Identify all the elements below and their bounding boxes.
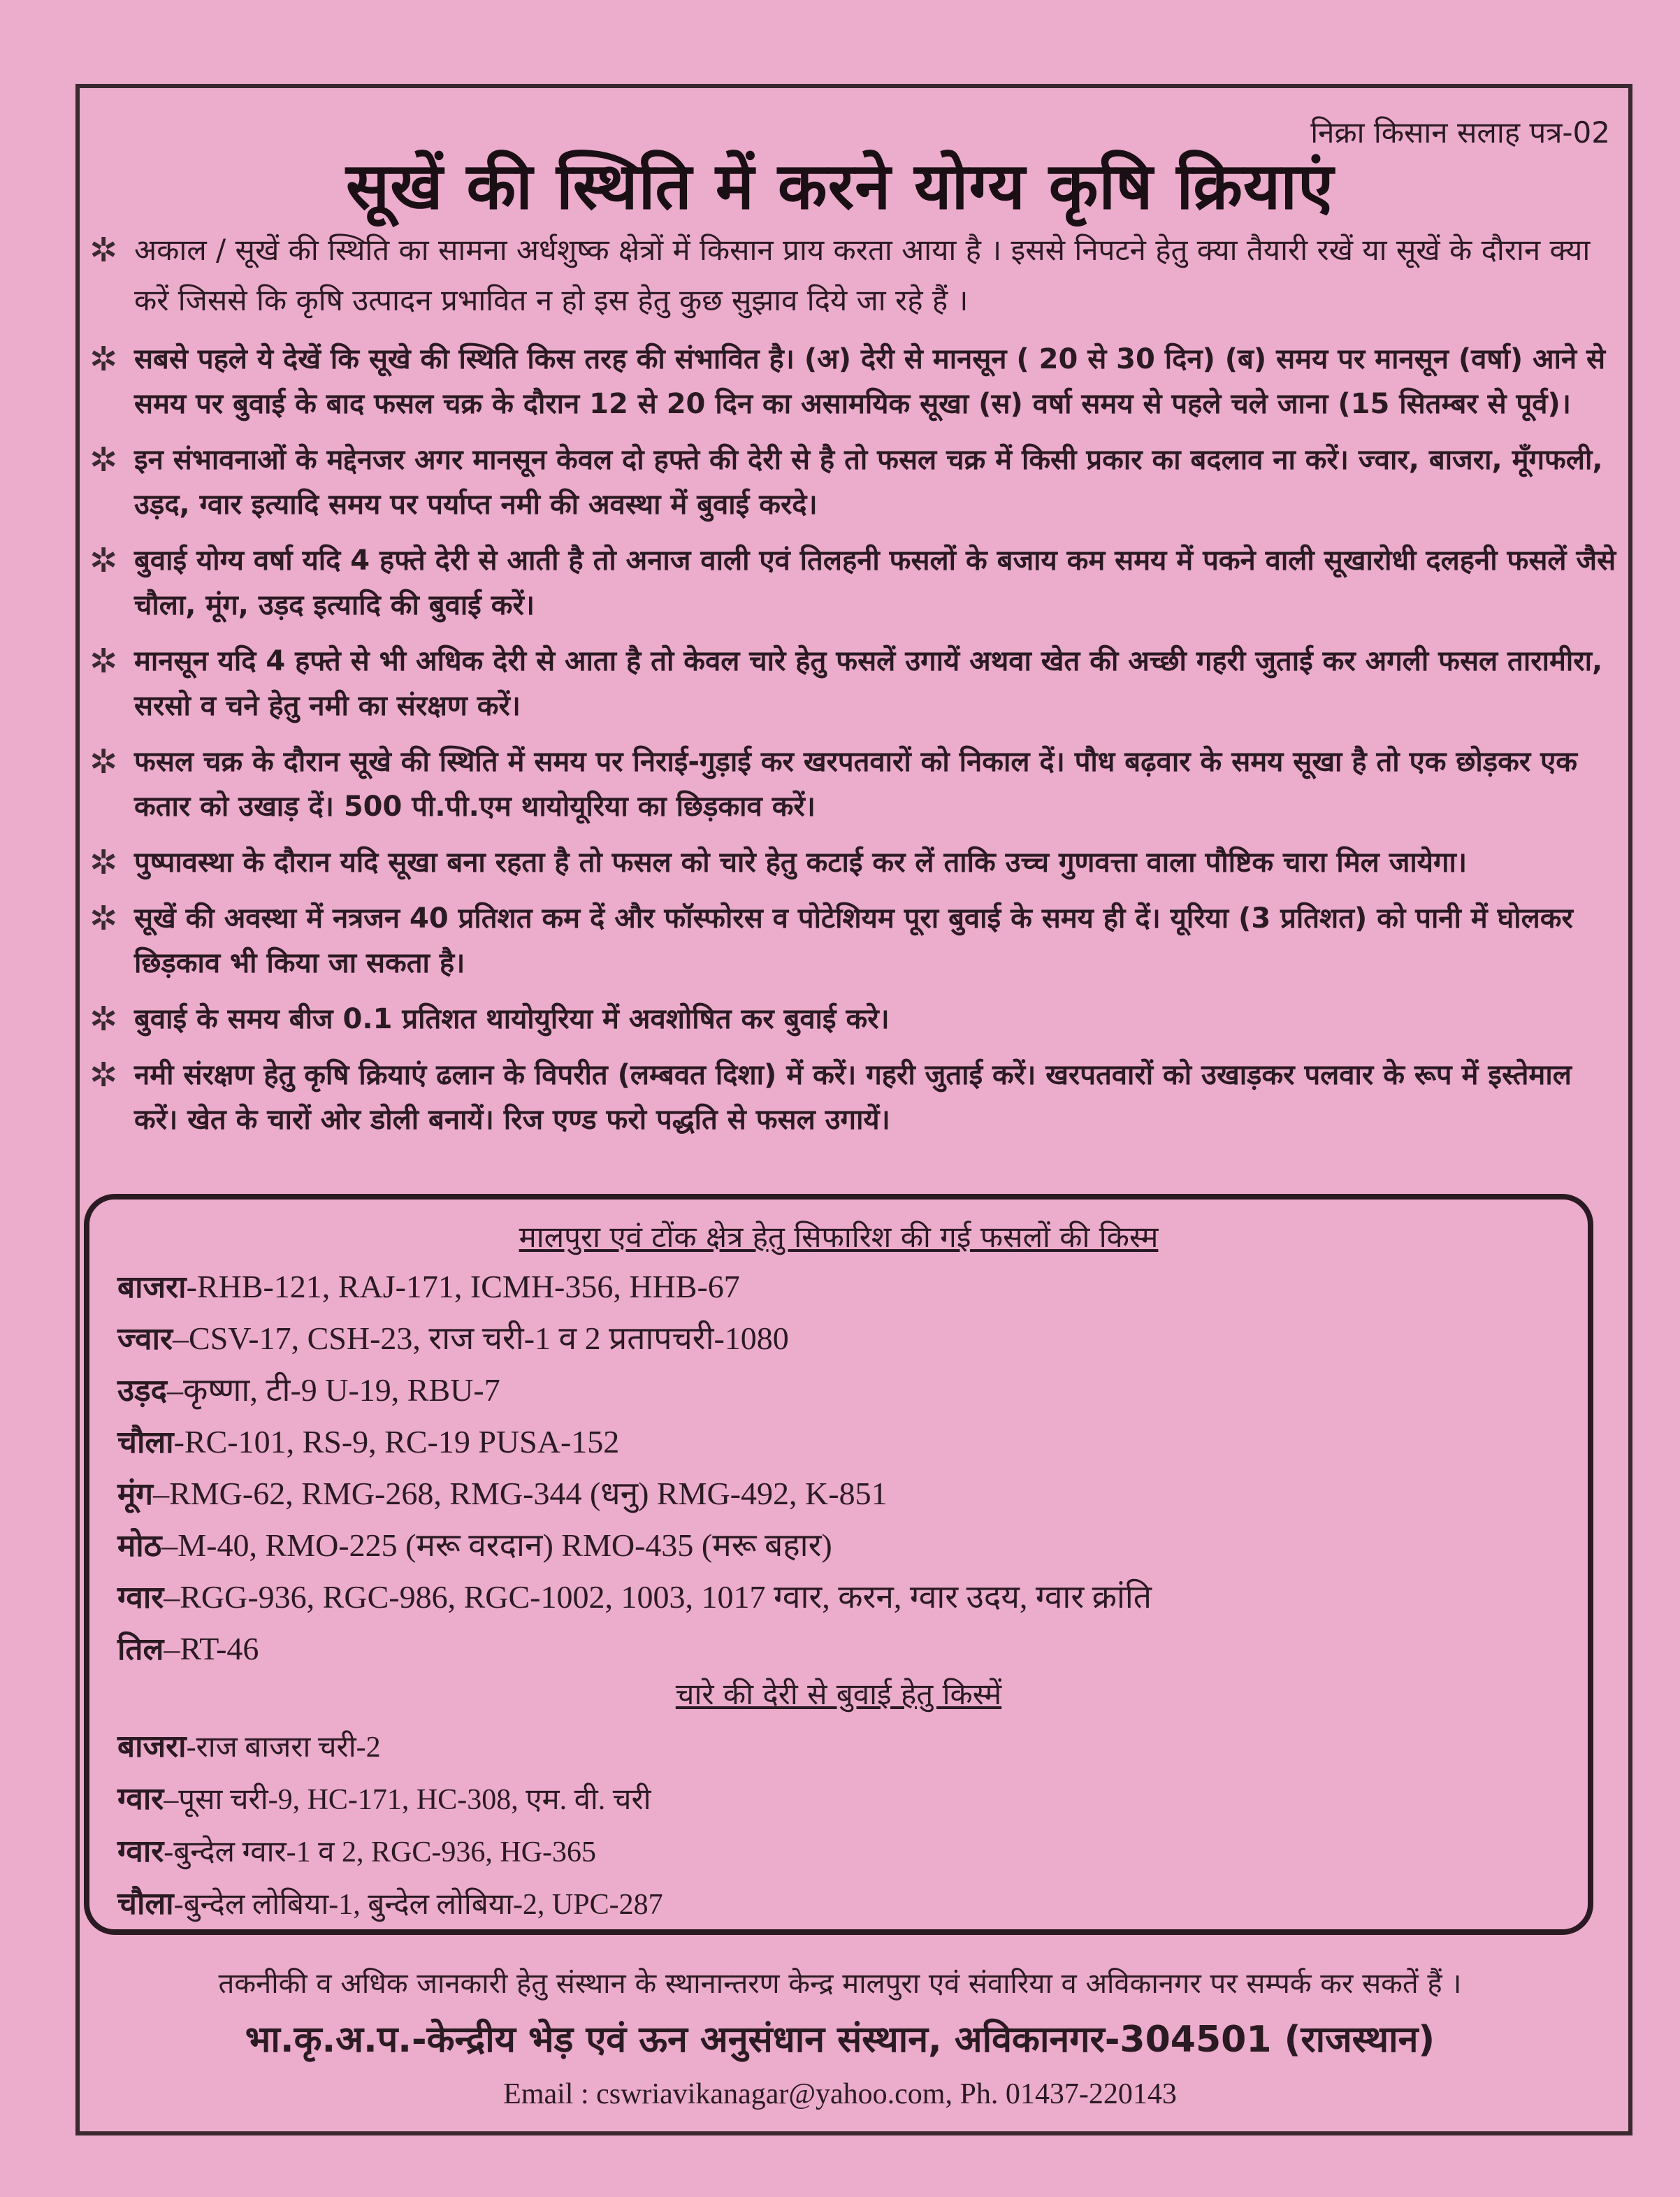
fodder-row [117,1826,663,1878]
advisory-text: इन संभावनाओं के मद्देनजर अगर मानसून केवल दो हफ्ते की देरी से है तो फसल चक्र में किसी प्रकार का बदलाव ना करें। ज्वार, बाजरा, मूँगफली, उड़द, ग्वार इत्यादि समय पर पर्याप्त नमी की अवस्था में बुवाई करदे। [134,444,1603,521]
crop-name: मूंग [117,1476,154,1512]
footer-info: तकनीकी व अधिक जानकारी हेतु संस्थान के स्थानान्तरण केन्द्र मालपुरा एवं संवारिया व अविकानगर पर सम्पर्क कर सकतें हैं । [218,1968,1462,2000]
variety-names: RHB-121, RAJ-171, ICMH-356, HHB-67 [196,1269,740,1304]
separator: – [167,1372,184,1408]
separator: - [173,1424,184,1460]
crop-name: मोठ [117,1528,162,1564]
separator: – [164,1784,179,1816]
variety-names: बुन्देल ग्वार-1 व 2, RGC-936, HG-365 [173,1836,597,1868]
advisory-list [84,225,1621,1153]
asterisk-bullet-icon: ✲ [89,340,118,379]
crop-name: बाजरा [117,1729,187,1764]
variety-names: पूसा चरी-9, HC-171, HC-308, एम. वी. चरी [178,1784,651,1816]
separator: – [173,1320,189,1356]
advisory-item [84,740,1621,829]
advisory-item [84,639,1621,728]
advisory-text: बुवाई योग्य वर्षा यदि 4 हफ्ते देरी से आती है तो अनाज वाली एवं तिलहनी फसलों के बजाय कम समय में पकने वाली सूखारोधी दलहनी फसलें जैसे चौला, मूंग, उड़द इत्यादि की बुवाई करें। [134,545,1616,621]
varieties-box [84,1194,1593,1935]
separator: – [164,1631,180,1666]
advisory-item [84,438,1621,527]
advisory-text: फसल चक्र के दौरान सूखे की स्थिति में समय पर निराई-गुड़ाई कर खरपतवारों को निकाल दें। पौध बढ़वार के समय सूखा है तो एक छोड़कर एक कतार को उखाड़ दें। 500 पी.पी.एम थायोयूरिया का छिड़काव करें। [134,746,1577,823]
variety-names: कृष्णा, टी-9 U-19, RBU-7 [183,1372,500,1408]
variety-row [117,1313,1152,1364]
advisory-text: नमी संरक्षण हेतु कृषि क्रियाएं ढलान के विपरीत (लम्बवत दिशा) में करें। गहरी जुताई करें। खरपतवारों को उखाड़कर पलवार के रूप में इस्तेमाल करें। खेत के चारों ओर डोली बनायें। रिज एण्ड फरो पद्धति से फसल उगायें। [134,1059,1572,1136]
variety-names: RGG-936, RGC-986, RGC-1002, 1003, 1017 ग्वार, करन, ग्वार उदय, ग्वार क्रांति [180,1579,1152,1615]
variety-row [117,1520,1152,1571]
asterisk-bullet-icon: ✲ [89,1000,118,1039]
separator: - [164,1836,174,1868]
crop-name: ज्वार [117,1321,173,1357]
separator: – [164,1579,180,1615]
crop-name: बाजरा [117,1269,187,1305]
separator: – [153,1476,170,1511]
advisory-item [84,225,1621,326]
advisory-text: अकाल / सूखें की स्थिति का सामना अर्धशुष्क क्षेत्रों में किसान प्राय करता आया है । इससे निपटने हेतु क्या तैयारी रखें या सूखें के दौरान क्या करें जिससे कि कृषि उत्पादन प्रभावित न हो इस हेतु कुछ सुझाव दिये जा रहे हैं । [134,233,1591,317]
variety-row [117,1364,1152,1416]
separator: - [186,1731,196,1764]
variety-names: CSV-17, CSH-23, राज चरी-1 व 2 प्रतापचरी-1080 [189,1320,789,1356]
separator: - [186,1269,197,1304]
varieties-heading: मालपुरा एवं टोंक क्षेत्र हेतु सिफारिश की गई फसलों की किस्म [519,1220,1159,1254]
advisory-item [84,840,1621,885]
fodder-row [117,1878,663,1931]
variety-list [117,1261,1152,1675]
crop-name: ग्वार [117,1580,164,1615]
advisory-item [84,337,1621,426]
variety-names: बुन्देल लोबिया-1, बुन्देल लोबिया-2, UPC-287 [183,1889,663,1921]
advisory-text: मानसून यदि 4 हफ्ते से भी अधिक देरी से आता है तो केवल चारे हेतु फसलें उगायें अथवा खेत की अच्छी गहरी जुताई कर अगली फसल तारामीरा, सरसो व चने हेतु नमी का संरक्षण करें। [134,645,1603,722]
variety-names: M-40, RMO-225 (मरू वरदान) RMO-435 (मरू बहार) [178,1527,832,1563]
fodder-row [117,1721,663,1773]
advisory-item [84,1053,1621,1142]
crop-name: चौला [117,1425,174,1460]
page-title: सूखें की स्थिति में करने योग्य कृषि क्रियाएं [346,149,1334,224]
asterisk-bullet-icon: ✲ [89,843,118,882]
advisory-text: बुवाई के समय बीज 0.1 प्रतिशत थायोयुरिया में अवशोषित कर बुवाई करे। [134,1003,890,1035]
advisory-text: सूखें की अवस्था में नत्रजन 40 प्रतिशत कम दें और फॉस्फोरस व पोटेशियम पूरा बुवाई के समय ही दें। यूरिया (3 प्रतिशत) को पानी में घोलकर छिड़काव भी किया जा सकता है। [134,902,1573,979]
asterisk-bullet-icon: ✲ [89,1056,118,1095]
advisory-item [84,538,1621,628]
variety-row [117,1261,1152,1313]
variety-row [117,1571,1152,1623]
document-number: निक्रा किसान सलाह पत्र-02 [1310,115,1610,150]
variety-names: RMG-62, RMG-268, RMG-344 (धनु) RMG-492, K-851 [169,1476,888,1511]
separator: – [161,1527,178,1563]
advisory-text: सबसे पहले ये देखें कि सूखे की स्थिति किस तरह की संभावित है। (अ) देरी से मानसून ( 20 से 30 दिन) (ब) समय पर मानसून (वर्षा) आने से समय पर बुवाई के बाद फसल चक्र के दौरान 12 से 20 दिन का असामयिक सूखा (स) वर्षा समय से पहले चले जाना (15 सितम्बर से पूर्व)। [134,343,1606,420]
crop-name: तिल [117,1631,164,1667]
variety-row [117,1416,1152,1468]
fodder-variety-list [117,1721,663,1931]
variety-names: RT-46 [180,1631,259,1666]
advisory-item [84,997,1621,1042]
fodder-heading: चारे की देरी से बुवाई हेतु किस्में [675,1677,1002,1711]
crop-name: ग्वार [117,1781,164,1817]
variety-names: RC-101, RS-9, RC-19 PUSA-152 [184,1424,620,1460]
asterisk-bullet-icon: ✲ [89,440,118,480]
asterisk-bullet-icon: ✲ [89,231,118,270]
variety-row [117,1623,1152,1675]
institute-name: भा.कृ.अ.प.-केन्द्रीय भेड़ एवं ऊन अनुसंधान संस्थान, अविकानगर-304501 (राजस्थान) [245,2019,1435,2061]
crop-name: ग्वार [117,1834,164,1869]
variety-row [117,1468,1152,1520]
crop-name: उड़द [117,1373,168,1409]
contact-line: Email : cswriavikanagar@yahoo.com, Ph. 01437-220143 [503,2078,1177,2110]
separator: - [173,1889,184,1921]
asterisk-bullet-icon: ✲ [89,899,118,938]
advisory-text: पुष्पावस्था के दौरान यदि सूखा बना रहता है तो फसल को चारे हेतु कटाई कर लें ताकि उच्च गुणवत्ता वाला पौष्टिक चारा मिल जायेगा। [134,847,1468,879]
variety-names: राज बाजरा चरी-2 [196,1731,381,1764]
asterisk-bullet-icon: ✲ [89,742,118,781]
fodder-row [117,1773,663,1826]
advisory-item [84,896,1621,986]
crop-name: चौला [117,1886,174,1922]
asterisk-bullet-icon: ✲ [89,541,118,580]
asterisk-bullet-icon: ✲ [89,642,118,681]
